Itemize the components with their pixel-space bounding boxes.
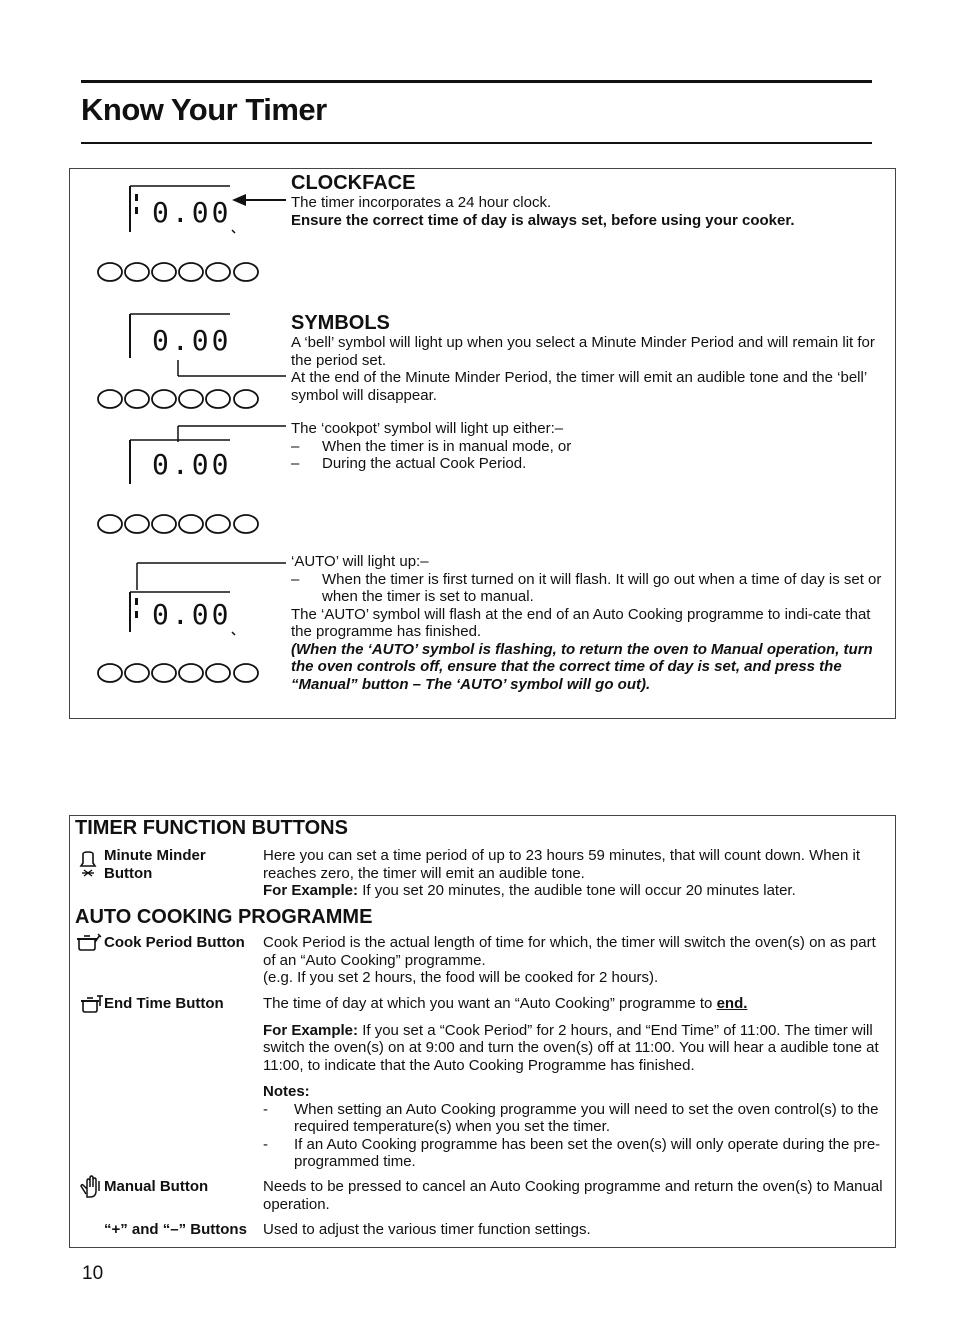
auto-item: [291, 571, 886, 606]
note-item: [263, 1136, 888, 1171]
cook-period-icon: [76, 932, 102, 952]
bell-end-description: At the end of the Minute Minder Period, the timer will emit an audible tone and the ‘bell’ symbol will disappear.: [291, 369, 867, 404]
end-time-label: End Time Button: [104, 995, 224, 1012]
clockface-line-2: Ensure the correct time of day is always set, before using your cooker.: [291, 211, 795, 229]
manual-label: Manual Button: [104, 1178, 209, 1195]
bell-description: A ‘bell’ symbol will light up when you select a Minute Minder Period and will remain lit for the period set.: [291, 334, 875, 369]
timer-buttons-heading: TIMER FUNCTION BUTTONS: [75, 817, 348, 839]
buttons-row-4: [98, 664, 258, 682]
note-item: [263, 1101, 888, 1136]
example-label: For Example:: [263, 1021, 359, 1039]
title-underline: [81, 142, 872, 144]
end-time-example: [263, 1022, 888, 1075]
cookpot-item-text: When the timer is in manual mode, or: [322, 437, 572, 455]
page-number: 10: [82, 1263, 104, 1284]
example-text: If you set a “Cook Period” for 2 hours, and “End Time” of 11:00. The timer will switch the oven(s) on at 9:00 and turn the oven(s) off at 11:00. You will hear a audible tone at 11:00, to indicate that the Auto Cooking Programme has finished.: [263, 1021, 879, 1074]
note-text: If an Auto Cooking programme has been set the oven(s) will only operate during the pre-programmed time.: [294, 1135, 881, 1170]
cook-period-description: [263, 934, 888, 987]
lcd-time-3: 0.00: [152, 448, 232, 481]
hand-icon: [79, 1175, 101, 1199]
auto-programme-heading: AUTO COOKING PROGRAMME: [75, 906, 373, 928]
manual-description: Needs to be pressed to cancel an Auto Cooking programme and return the oven(s) to Manual operation.: [263, 1178, 883, 1213]
notes-label: Notes:: [263, 1083, 310, 1100]
lcd-time-1: 0.00: [152, 196, 232, 229]
minute-minder-description: [263, 847, 888, 900]
end-time-desc: [263, 995, 888, 1013]
plus-minus-label: “+” and “–” Buttons: [104, 1221, 247, 1238]
end-time-desc-text: The time of day at which you want an “Auto Cooking” programme to: [263, 995, 717, 1012]
note-dash: -: [263, 1100, 268, 1118]
minute-minder-example: [263, 882, 888, 900]
buttons-row-1: [98, 263, 258, 281]
example-label: For Example:: [263, 882, 359, 899]
plus-minus-description: Used to adjust the various timer function settings.: [263, 1221, 591, 1238]
buttons-row-2: [98, 390, 258, 408]
cook-period-desc-text: Cook Period is the actual length of time for which, the timer will switch the oven(s) on as part of an “Auto Cooking” programme.: [263, 934, 876, 969]
cookpot-item-text: During the actual Cook Period.: [322, 455, 527, 472]
note-dash: -: [263, 1135, 268, 1153]
list-dash: –: [291, 455, 300, 472]
lcd-time-4: 0.00: [152, 598, 232, 631]
cook-period-label: Cook Period Button: [104, 934, 245, 951]
clockface-pointer-arrow: [230, 192, 290, 208]
auto-item-text: When the timer is first turned on it will flash. It will go out when a time of day is set or when the timer is set to manual.: [322, 570, 882, 605]
auto-note-text: (When the ‘AUTO’ symbol is flashing, to return the oven to Manual operation, turn the oven controls off, ensure that the correct time of day is set, and press the “Manual” button – The ‘AUTO’ symbol will go out).: [291, 640, 873, 693]
cookpot-item: [291, 438, 886, 456]
example-text: If you set 20 minutes, the audible tone will occur 20 minutes later.: [358, 882, 796, 899]
cook-period-desc-example: (e.g. If you set 2 hours, the food will be cooked for 2 hours).: [263, 969, 659, 986]
top-rule: [81, 80, 872, 83]
cookpot-section: [291, 420, 886, 473]
minute-minder-label: Minute Minder Button: [104, 847, 206, 882]
list-dash: –: [291, 570, 300, 588]
clockface-heading: CLOCKFACE: [291, 172, 416, 194]
cookpot-item: [291, 455, 886, 473]
end-time-icon: [80, 994, 104, 1014]
clockface-section: [291, 172, 886, 229]
auto-intro: ‘AUTO’ will light up:–: [291, 553, 429, 570]
end-time-description: [263, 995, 888, 1171]
auto-flash-text: The ‘AUTO’ symbol will flash at the end of an Auto Cooking programme to indi-cate that the programme has finished.: [291, 605, 871, 640]
buttons-row-3: [98, 515, 258, 533]
clockface-line-1: The timer incorporates a 24 hour clock.: [291, 194, 552, 211]
page-title: Know Your Timer: [81, 92, 327, 127]
minute-minder-desc-text: Here you can set a time period of up to 23 hours 59 minutes, that will count down. When it reaches zero, the timer will emit an audible tone.: [263, 847, 860, 882]
symbols-heading: SYMBOLS: [291, 312, 390, 334]
note-text: When setting an Auto Cooking programme you will need to set the oven control(s) to the required temperature(s) when you set the timer.: [294, 1100, 879, 1135]
auto-section: [291, 553, 886, 693]
cookpot-intro: The ‘cookpot’ symbol will light up either:–: [291, 420, 564, 437]
symbols-section: [291, 312, 886, 404]
lcd-time-2: 0.00: [152, 324, 232, 357]
list-dash: –: [291, 437, 300, 455]
end-time-desc-end: end.: [716, 995, 748, 1012]
bell-icon: [79, 851, 97, 877]
